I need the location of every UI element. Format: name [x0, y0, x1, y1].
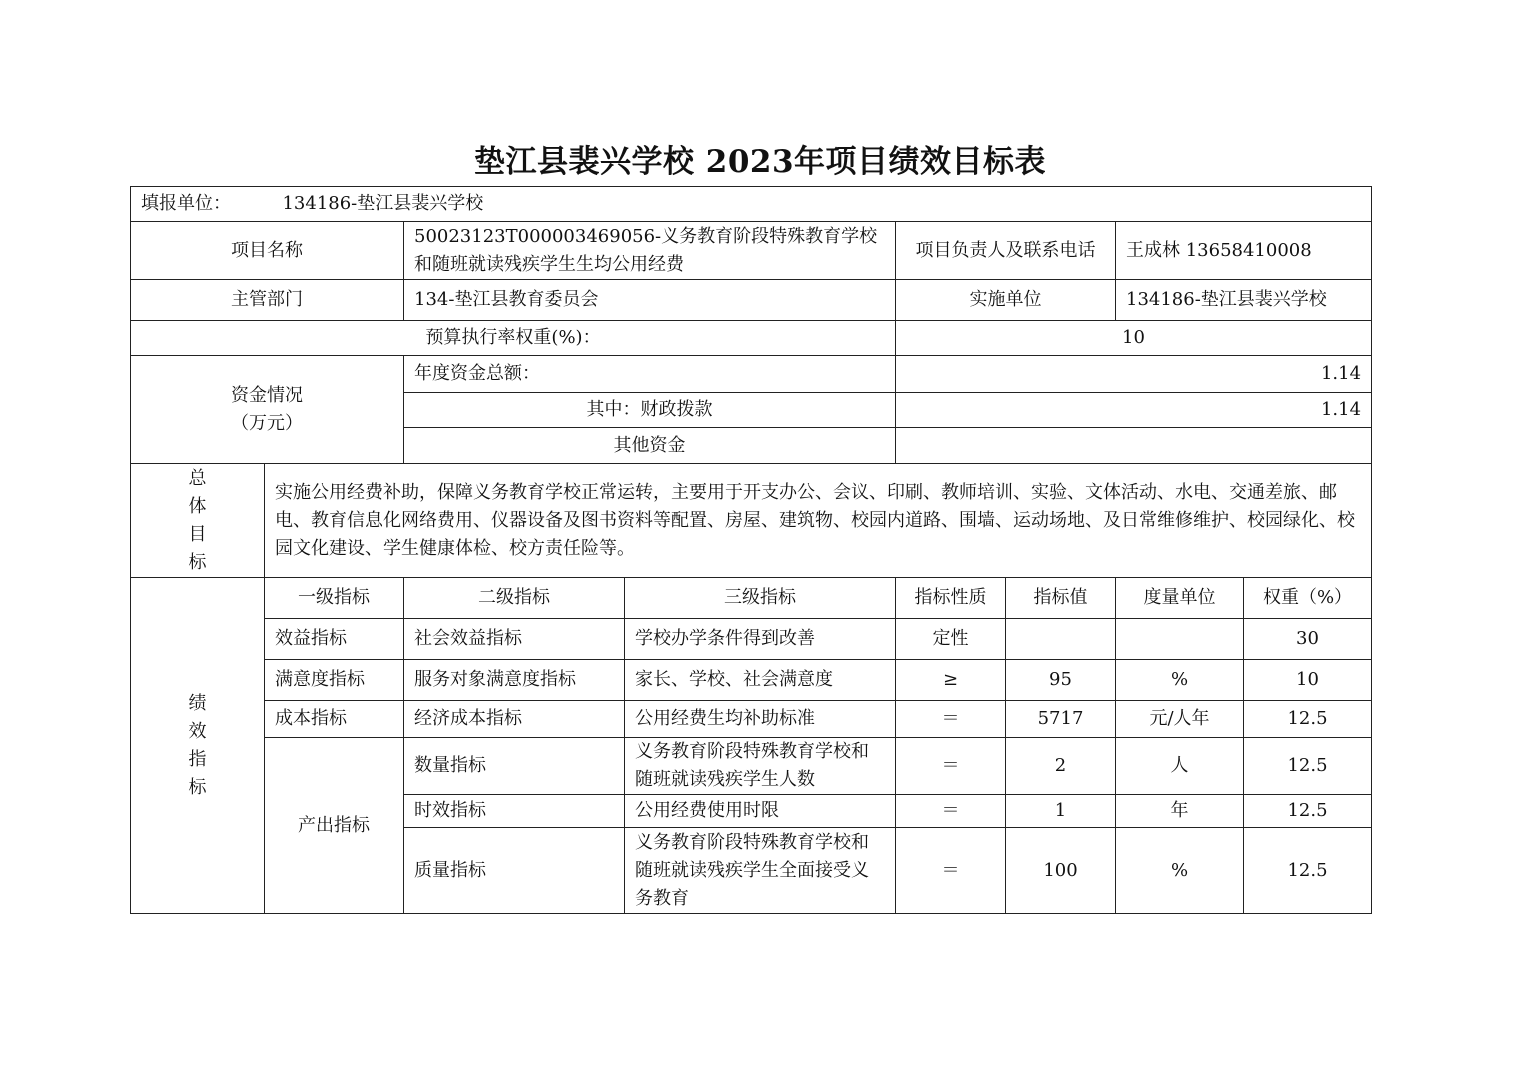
goal-label-char: 体: [188, 495, 207, 517]
header-value: 指标值: [1006, 578, 1116, 619]
reporting-unit-cell: [131, 187, 1372, 222]
level3-cell: 学校办学条件得到改善: [625, 619, 896, 660]
level2-cell: 社会效益指标: [404, 619, 625, 660]
unit-cell: [1116, 619, 1244, 660]
funds-fiscal-label: 其中：财政拨款: [404, 393, 896, 428]
unit-cell: %: [1116, 828, 1244, 914]
level3-cell: 义务教育阶段特殊教育学校和随班就读残疾学生人数: [625, 738, 896, 795]
level3-cell: 家长、学校、社会满意度: [625, 660, 896, 701]
department-row: [131, 280, 1372, 321]
header-nature: 指标性质: [896, 578, 1006, 619]
funds-fiscal-value: 1.14: [896, 393, 1372, 428]
header-level3: 三级指标: [625, 578, 896, 619]
level2-cell: 服务对象满意度指标: [404, 660, 625, 701]
overall-goal-row: [131, 464, 1372, 578]
level3-cell: 义务教育阶段特殊教育学校和随班就读残疾学生全面接受义务教育: [625, 828, 896, 914]
table-row: [131, 701, 1372, 738]
funds-total-value: 1.14: [896, 356, 1372, 393]
nature-cell: ≥: [896, 660, 1006, 701]
department-label: 主管部门: [131, 280, 404, 321]
table-row: [131, 660, 1372, 701]
indicator-label-char: 绩: [188, 692, 207, 714]
funds-label-line1: 资金情况: [231, 384, 303, 406]
budget-weight-value: 10: [896, 321, 1372, 356]
unit-cell: 年: [1116, 795, 1244, 828]
overall-goal-text: 实施公用经费补助，保障义务教育学校正常运转，主要用于开支办公、会议、印刷、教师培训、实验、文体活动、水电、交通差旅、邮电、教育信息化网络费用、仪器设备及图书资料等配置、房屋、建筑物、校园内道路、围墙、运动场地、及日常维修维护、校园绿化、校园文化建设、学生健康体检、校方责任险等。: [265, 464, 1372, 578]
funds-total-row: [131, 356, 1372, 393]
funds-other-label: 其他资金: [404, 428, 896, 464]
funds-other-value: [896, 428, 1372, 464]
performance-indicator-label: [131, 578, 265, 914]
weight-cell: 12.5: [1244, 828, 1372, 914]
reporting-unit-row: [131, 187, 1372, 222]
indicator-label-char: 指: [188, 748, 207, 770]
performance-target-table: [130, 186, 1372, 914]
budget-weight-label: 预算执行率权重(%)：: [131, 321, 896, 356]
indicator-header-row: [131, 578, 1372, 619]
weight-cell: 12.5: [1244, 795, 1372, 828]
level1-cell: 产出指标: [265, 738, 404, 914]
nature-cell: ＝: [896, 738, 1006, 795]
level2-cell: 质量指标: [404, 828, 625, 914]
project-contact-label: 项目负责人及联系电话: [896, 222, 1116, 280]
level2-cell: 数量指标: [404, 738, 625, 795]
header-level2: 二级指标: [404, 578, 625, 619]
reporting-unit-label: 填报单位：: [141, 193, 231, 214]
level2-cell: 经济成本指标: [404, 701, 625, 738]
nature-cell: ＝: [896, 701, 1006, 738]
department-value: 134-垫江县教育委员会: [404, 280, 896, 321]
funds-label-line2: （万元）: [231, 412, 303, 434]
goal-label-char: 标: [188, 551, 207, 573]
value-cell: 2: [1006, 738, 1116, 795]
funds-total-label: 年度资金总额：: [404, 356, 896, 393]
table-row: [131, 619, 1372, 660]
unit-cell: 人: [1116, 738, 1244, 795]
indicator-label-char: 效: [188, 720, 207, 742]
weight-cell: 12.5: [1244, 701, 1372, 738]
project-name-label: 项目名称: [131, 222, 404, 280]
header-unit: 度量单位: [1116, 578, 1244, 619]
value-cell: 5717: [1006, 701, 1116, 738]
implementing-unit-value: 134186-垫江县裴兴学校: [1116, 280, 1372, 321]
value-cell: 95: [1006, 660, 1116, 701]
level1-cell: 满意度指标: [265, 660, 404, 701]
level1-cell: 成本指标: [265, 701, 404, 738]
implementing-unit-label: 实施单位: [896, 280, 1116, 321]
weight-cell: 30: [1244, 619, 1372, 660]
goal-label-char: 目: [188, 523, 207, 545]
level1-cell: 效益指标: [265, 619, 404, 660]
nature-cell: 定性: [896, 619, 1006, 660]
level3-cell: 公用经费生均补助标准: [625, 701, 896, 738]
value-cell: 1: [1006, 795, 1116, 828]
nature-cell: ＝: [896, 828, 1006, 914]
goal-label-char: 总: [188, 467, 207, 489]
funds-label: [131, 356, 404, 464]
unit-cell: 元/人年: [1116, 701, 1244, 738]
unit-cell: %: [1116, 660, 1244, 701]
table-row: [131, 738, 1372, 795]
page-title: 垫江县裴兴学校 2023年项目绩效目标表: [473, 144, 1047, 180]
budget-weight-row: [131, 321, 1372, 356]
overall-goal-label: [131, 464, 265, 578]
value-cell: [1006, 619, 1116, 660]
project-name-value: 50023123T000003469056-义务教育阶段特殊教育学校和随班就读残疾学生生均公用经费: [404, 222, 896, 280]
project-contact-value: 王成林 13658410008: [1116, 222, 1372, 280]
level3-cell: 公用经费使用时限: [625, 795, 896, 828]
reporting-unit-value: 134186-垫江县裴兴学校: [282, 193, 484, 214]
indicator-label-char: 标: [188, 776, 207, 798]
value-cell: 100: [1006, 828, 1116, 914]
weight-cell: 12.5: [1244, 738, 1372, 795]
level2-cell: 时效指标: [404, 795, 625, 828]
weight-cell: 10: [1244, 660, 1372, 701]
nature-cell: ＝: [896, 795, 1006, 828]
project-row: [131, 222, 1372, 280]
header-weight: 权重（%）: [1244, 578, 1372, 619]
header-level1: 一级指标: [265, 578, 404, 619]
